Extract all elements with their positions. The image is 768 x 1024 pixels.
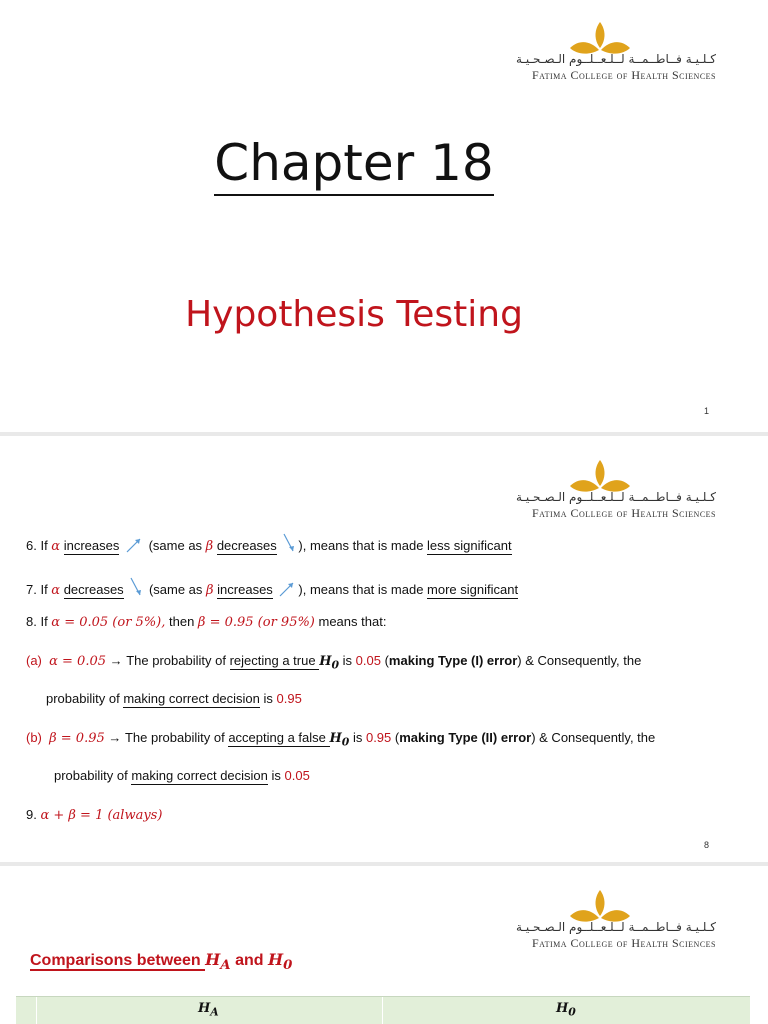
column-header-ha: $H_A$ bbox=[198, 1001, 219, 1019]
college-name-arabic: كـلـيـة فــاطــمــة لــلـعــلــوم الـصـحـيـة bbox=[515, 490, 716, 504]
arrow-down-icon bbox=[129, 576, 143, 598]
chapter-title: Chapter 18 bbox=[0, 134, 708, 192]
college-name-arabic: كـلـيـة فــاطــمــة لــلـعــلــوم الـصـحـيـة bbox=[515, 920, 716, 934]
college-name: Fatima College of Health Sciences bbox=[532, 506, 716, 520]
item-8a: (a) α = 0.05 → The probability of rejecting a true $H_0$ is 0.05 (making Type (I) error) & Consequently, the bbox=[26, 653, 642, 672]
arrow-up-icon bbox=[125, 536, 143, 554]
page-number: 1 bbox=[704, 406, 710, 416]
column-header-h0: $H_0$ bbox=[556, 1001, 576, 1019]
item-8: 8. If α = 0.05 (or 5%), then β = 0.95 (or 95%) means that: bbox=[26, 614, 387, 630]
chapter-subtitle: Hypothesis Testing bbox=[185, 294, 523, 335]
college-name: Fatima College of Health Sciences bbox=[532, 68, 716, 82]
college-logo bbox=[486, 456, 716, 526]
slide-comparisons bbox=[0, 866, 768, 1024]
item-9: 9. α + β = 1 (always) bbox=[26, 807, 163, 823]
college-name: Fatima College of Health Sciences bbox=[532, 936, 716, 950]
slide-1 bbox=[0, 0, 768, 432]
college-logo bbox=[486, 18, 716, 88]
comparison-table-header bbox=[16, 996, 750, 1024]
arrow-down-icon bbox=[282, 532, 296, 554]
item-8b: (b) β = 0.95 → The probability of accepting a false $H_0$ is 0.95 (making Type (II) error) & Consequently, the bbox=[26, 730, 656, 749]
college-logo bbox=[486, 886, 716, 956]
comparisons-heading: Comparisons between $H_A$ and $H_0$ bbox=[30, 950, 293, 974]
slide-8 bbox=[0, 436, 768, 862]
item-8a-continued: probability of making correct decision is 0.95 bbox=[46, 691, 302, 706]
page-number: 8 bbox=[704, 840, 710, 850]
college-name-arabic: كـلـيـة فــاطــمــة لــلـعــلــوم الـصـحـيـة bbox=[515, 52, 716, 66]
item-8b-continued: probability of making correct decision is 0.05 bbox=[54, 768, 310, 783]
item-6: 6. If α increases (same as β decreases ), means that is made less significant bbox=[26, 532, 512, 554]
item-7: 7. If α decreases (same as β increases ), means that is made more significant bbox=[26, 576, 518, 598]
arrow-up-icon bbox=[278, 580, 296, 598]
